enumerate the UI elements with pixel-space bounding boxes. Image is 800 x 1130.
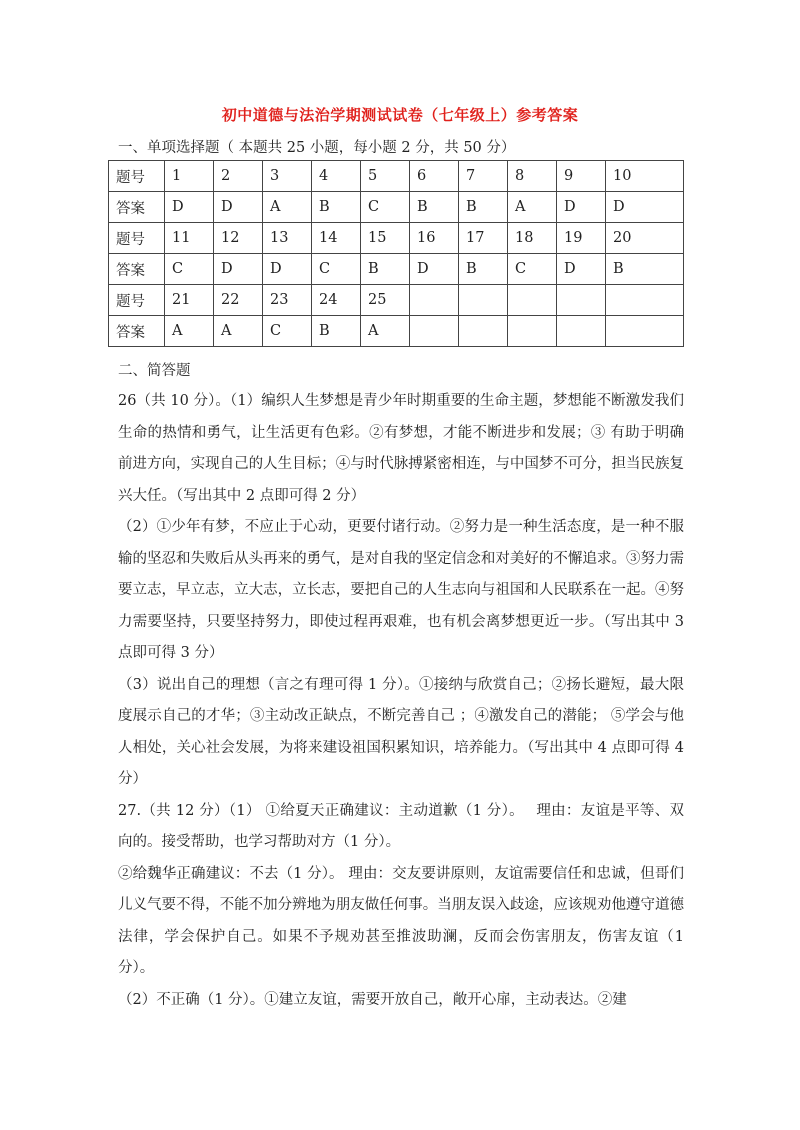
row-header-cell: 答案: [109, 192, 165, 223]
section-heading-short-answer: 二、简答题: [118, 363, 191, 379]
table-cell: 2: [214, 161, 263, 192]
paragraph-27-1: 27.（共 12 分）（1） ①给夏天正确建议：主动道歉（1 分）。 理由：友谊是平等、双向的。接受帮助，也学习帮助对方（1 分）。: [118, 802, 684, 850]
section-heading-choice: 一、单项选择题（ 本题共 25 小题，每小题 2 分，共 50 分）: [118, 140, 516, 156]
table-cell: C: [508, 254, 557, 285]
table-cell: B: [410, 192, 459, 223]
row-header-cell: 题号: [109, 161, 165, 192]
table-cell: 12: [214, 223, 263, 254]
table-cell: 13: [263, 223, 312, 254]
table-cell: B: [459, 192, 508, 223]
table-cell: C: [165, 254, 214, 285]
table-cell: 10: [606, 161, 684, 192]
table-cell: 8: [508, 161, 557, 192]
table-cell: B: [459, 254, 508, 285]
table-cell: D: [410, 254, 459, 285]
table-cell: A: [214, 316, 263, 347]
table-cell: 15: [361, 223, 410, 254]
table-cell: [410, 316, 459, 347]
table-cell: D: [214, 254, 263, 285]
table-cell: 16: [410, 223, 459, 254]
table-cell: [606, 285, 684, 316]
answer-table: [108, 160, 684, 347]
table-cell: 21: [165, 285, 214, 316]
row-header-cell: 答案: [109, 254, 165, 285]
table-row: [109, 223, 684, 254]
table-cell: D: [606, 192, 684, 223]
table-cell: [410, 285, 459, 316]
table-cell: A: [508, 192, 557, 223]
table-cell: B: [361, 254, 410, 285]
document-title: 初中道德与法治学期测试试卷（七年级上）参考答案: [221, 106, 579, 124]
table-cell: D: [165, 192, 214, 223]
table-cell: 6: [410, 161, 459, 192]
table-row: [109, 316, 684, 347]
table-cell: [606, 316, 684, 347]
table-cell: D: [214, 192, 263, 223]
table-cell: [508, 285, 557, 316]
table-cell: 14: [312, 223, 361, 254]
table-cell: B: [606, 254, 684, 285]
table-cell: 5: [361, 161, 410, 192]
table-cell: A: [165, 316, 214, 347]
table-cell: B: [312, 192, 361, 223]
table-cell: 11: [165, 223, 214, 254]
table-cell: 23: [263, 285, 312, 316]
paragraph-27-3: （2）不正确（1 分）。①建立友谊，需要开放自己，敞开心扉，主动表达。②建: [118, 991, 627, 1008]
table-cell: C: [312, 254, 361, 285]
table-cell: C: [263, 316, 312, 347]
table-cell: 25: [361, 285, 410, 316]
table-cell: A: [263, 192, 312, 223]
table-cell: 1: [165, 161, 214, 192]
paragraph-26-1: 26（共 10 分）。（1）编织人生梦想是青少年时期重要的生命主题，梦想能不断激发我们生命的热情和勇气，让生活更有色彩。②有梦想，才能不断进步和发展；③ 有助于明确前进方向，实现自己的人生目标；④与时代脉搏紧密相连，与中国梦不可分，担当民族复兴大任。（写出其中 2 点即可得 2 分）: [118, 393, 684, 504]
row-header-cell: 题号: [109, 285, 165, 316]
table-cell: 18: [508, 223, 557, 254]
row-header-cell: 答案: [109, 316, 165, 347]
table-cell: [557, 285, 606, 316]
table-cell: 7: [459, 161, 508, 192]
table-cell: C: [361, 192, 410, 223]
table-row: [109, 192, 684, 223]
table-row: [109, 161, 684, 192]
table-cell: 3: [263, 161, 312, 192]
table-cell: 19: [557, 223, 606, 254]
paragraph-27-2: ②给魏华正确建议：不去（1 分）。 理由：交友要讲原则，友谊需要信任和忠诚，但哥们儿义气要不得，不能不加分辨地为朋友做任何事。当朋友误入歧途，应该规劝他遵守道德法律，学会保护自己。如果不予规劝甚至推波助澜，反而会伤害朋友，伤害友谊（1 分）。: [118, 865, 684, 976]
table-cell: A: [361, 316, 410, 347]
table-cell: B: [312, 316, 361, 347]
row-header-cell: 题号: [109, 223, 165, 254]
table-cell: D: [557, 254, 606, 285]
table-cell: [557, 316, 606, 347]
table-cell: [459, 285, 508, 316]
paragraph-26-2: （2）①少年有梦，不应止于心动，更要付诸行动。②努力是一种生活态度，是一种不服输的坚忍和失败后从头再来的勇气，是对自我的坚定信念和对美好的不懈追求。③努力需要立志，早立志，立大志，立长志，要把自己的人生志向与祖国和人民联系在一起。④努力需要坚持，只要坚持努力，即使过程再艰难，也有机会离梦想更近一步。（写出其中 3 点即可得 3 分）: [118, 519, 684, 661]
table-cell: D: [557, 192, 606, 223]
table-cell: 4: [312, 161, 361, 192]
table-cell: D: [263, 254, 312, 285]
table-cell: 17: [459, 223, 508, 254]
table-cell: [508, 316, 557, 347]
table-cell: [459, 316, 508, 347]
table-cell: 22: [214, 285, 263, 316]
table-cell: 20: [606, 223, 684, 254]
answer-body: [118, 386, 684, 1016]
table-cell: 24: [312, 285, 361, 316]
table-cell: 9: [557, 161, 606, 192]
table-row: [109, 285, 684, 316]
table-row: [109, 254, 684, 285]
paragraph-26-3: （3）说出自己的理想（言之有理可得 1 分）。①接纳与欣赏自己；②扬长避短，最大限度展示自己的才华；③主动改正缺点，不断完善自己 ；④激发自己的潜能； ⑤学会与他人相处，关心社会发展，为将来建设祖国积累知识，培养能力。（写出其中 4 点即可得 4 分）: [118, 676, 684, 787]
